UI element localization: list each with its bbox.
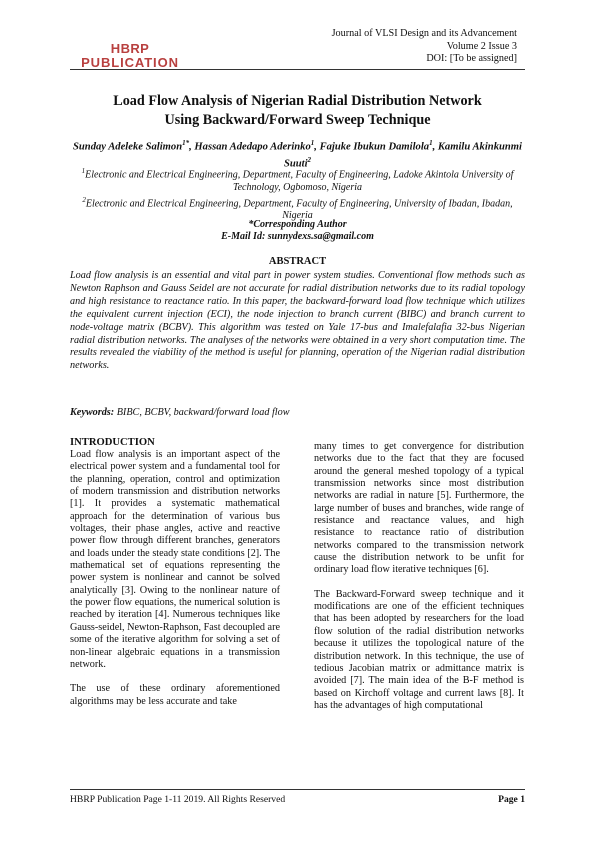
affiliation-1 <box>70 165 525 194</box>
author-4: , Kamilu Akinkunmi Suuti <box>283 141 522 170</box>
intro-paragraph-2: The use of these ordinary aforementioned algorithms may be less accurate and take <box>70 683 280 707</box>
keywords <box>70 407 525 418</box>
page-number: Page 1 <box>498 794 525 805</box>
column-left <box>70 436 280 720</box>
author-1: Sunday Adeleke Salimon <box>73 141 183 153</box>
author-3: , Fajuke Ibukun Damilola <box>314 141 430 153</box>
journal-header <box>332 28 517 66</box>
title-line-2: Using Backward/Forward Sweep Technique <box>164 112 431 128</box>
affiliation-2-sup: 2 <box>82 195 86 204</box>
journal-name: Journal of VLSI Design and its Advancement <box>331 28 517 39</box>
affiliation-2-text: Electronic and Electrical Engineering, Department, Faculty of Engineering, University of Ibadan, Ibadan, Nigeria <box>85 198 513 222</box>
author-3-sup: 1 <box>429 139 433 147</box>
author-4-sup: 2 <box>307 156 312 165</box>
publisher-logo <box>70 42 190 70</box>
intro-paragraph-4: The Backward-Forward sweep technique and it modifications are one of the efficient techniques that has been adopted by researchers for the load flow solution of the radial distribution networks because it utilizes the topological nature of the distribution network. In this technique, the use of tedious Jacobian matrix or admittance matrix is avoided [7]. The main idea of the B-F method is based on Kirchoff voltage and current laws [8]. It has the advantages of high computational <box>314 588 524 711</box>
title-line-1: Load Flow Analysis of Nigerian Radial Distribution Network <box>113 93 482 109</box>
section-heading-introduction: INTRODUCTION <box>70 437 155 448</box>
author-1-sup: 1* <box>182 139 190 147</box>
column-right <box>314 441 524 724</box>
keywords-label: Keywords: <box>70 407 115 418</box>
affiliation-1-text: Electronic and Electrical Engineering, Department, Faculty of Engineering, Ladoke Akintola University of Technology, Ogbomoso, Nigeria <box>85 169 514 193</box>
header-rule <box>70 69 525 70</box>
affiliation-1-sup: 1 <box>81 167 86 175</box>
corresponding-author <box>70 219 525 244</box>
keywords-text: BIBC, BCBV, backward/forward load flow <box>114 407 290 418</box>
author-2-sup: 1 <box>310 139 315 147</box>
journal-doi: DOI: [To be assigned] <box>426 53 517 65</box>
page-footer <box>70 794 525 805</box>
footer-rule <box>70 789 525 790</box>
publisher-logo-line2: PUBLICATION <box>81 55 179 70</box>
affiliations <box>70 165 525 222</box>
abstract-heading: ABSTRACT <box>268 256 327 267</box>
intro-paragraph-1: Load flow analysis is an important aspect of the electrical power system and a fundamental tool for the planning, operation, control and optimization of modern transmission and distribution networks [1]. It provides a systematic mathematical approach for the determination of various bus voltages, their phase angles, active and reactive power flow through different branches, generators and loads under the steady state conditions [2]. The mathematical set of equations representing the power system is nonlinear and cannot be solved analytically [3]. Owing to the nonlinear nature of the power flow equations, the numerical solution is reached by iteration [4]. Numerous techniques like Gauss-seidel, Newton-Raphson, Fast decoupled are some of the iterative algorithm for solving a set of non-linear algebraic equations in a transmission network. <box>70 449 280 670</box>
publisher-logo-line1: HBRP <box>110 41 150 56</box>
footer-copyright: HBRP Publication Page 1-11 2019. All Rights Reserved <box>70 794 286 805</box>
corresponding-label: *Corresponding Author <box>248 219 347 230</box>
abstract-text: Load flow analysis is an essential and vital part in power system studies. Conventional flow methods such as Newton Raphson and Gauss Seidel are not accurate for radial distribution networks due to its radial topology and high resistance to reactance ratio. In this paper, the backward-forward load flow technique which utilizes the equivalent current injection (ECI), the node injection to branch current (BIBC) and branch current to node-voltage matrix (BCBV). This algorithm was tested on Yale 17-bus and Imalefalafia 32-bus Nigerian radial distribution networks. The analyses of the networks were obtained in a very short computation time. The results revealed the viability of the method is useful for planning, operation of the Nigerian radial distribution networks. <box>70 270 525 372</box>
paper-title <box>70 92 525 130</box>
author-2: , Hassan Adedapo Aderinko <box>189 141 311 153</box>
intro-paragraph-3: many times to get convergence for distribution networks due to the fact that they are focused around the general meshed topology of a typical transmission networks since most distribution networks are radial in nature [5]. Furthermore, the large number of buses and branches, wide range of resistance and reactance values, and high resistance to reactance ratio of distribution networks compared to the transmission network cause the distribution network to be unfit for ordinary load flow iterative techniques [6]. <box>314 441 524 576</box>
corresponding-email: E-Mail Id: sunnydexs.sa@gmail.com <box>221 231 374 243</box>
journal-volume: Volume 2 Issue 3 <box>446 40 517 52</box>
